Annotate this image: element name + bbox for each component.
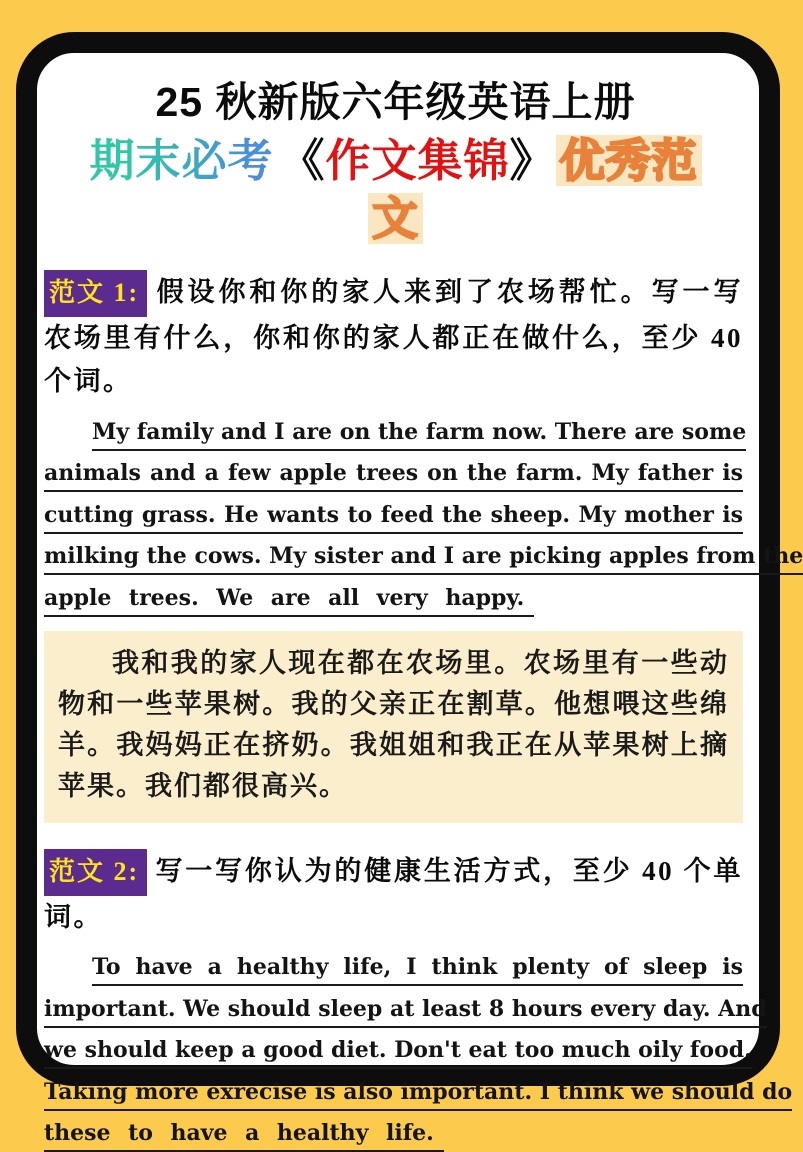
collection-title-text: 作文集锦 — [325, 135, 509, 186]
essay-2-prompt-text: 写一写你认为的健康生活方式，至少 40 个单词。 — [44, 856, 743, 932]
essay-1-english-text — [44, 409, 743, 617]
essay-1-translation-text: 我和我的家人现在都在农场里。农场里有一些动物和一些苹果树。我的父亲正在割草。他想喂这些绵羊。我妈妈正在挤奶。我姐姐和我正在从苹果树上摘苹果。我们都很高兴。 — [58, 643, 729, 807]
essay-line — [44, 1028, 743, 1070]
essay-1-prompt — [44, 270, 743, 403]
essay-1-prompt-text: 假设你和你的家人来到了农场帮忙。写一写农场里有什么，你和你的家人都正在做什么，至少 40 个词。 — [44, 277, 743, 396]
highlight-text-line1: 优秀范 — [556, 135, 702, 186]
bracket-close: 》 — [510, 135, 556, 186]
sample-essay-section-1 — [44, 270, 743, 823]
essay-line-text: we should keep a good diet. Don't eat too much oily food. — [44, 1037, 752, 1069]
exam-tag-text: 期末必考 — [89, 135, 279, 186]
essay-line-text: important. We should sleep at least 8 hours every day. And — [44, 996, 767, 1028]
sample-essay-section-2 — [44, 849, 743, 1152]
essay-line — [44, 945, 743, 987]
page-title: 25 秋新版六年级英语上册 — [42, 69, 749, 128]
essay-line-text: To have a healthy life, I think plenty of sleep is — [92, 954, 743, 986]
essay-line-text: milking the cows. My sister and I are picking apples from the — [44, 543, 803, 575]
essay-line-text: Taking more exrecise is also important. I think we should do — [44, 1079, 792, 1111]
essay-line — [44, 534, 743, 576]
essay-line-text: My family and I are on the farm now. There are some — [92, 419, 746, 451]
essay-2-prompt — [44, 849, 743, 939]
essay-line-text: these to have a healthy life. — [44, 1120, 444, 1152]
essay-line-text: cutting grass. He wants to feed the sheep. My mother is — [44, 502, 743, 534]
essay-line-text: animals and a few apple trees on the farm. My father is — [44, 460, 743, 492]
essay-2-label: 范文 2: — [44, 849, 147, 896]
essay-2-english-text — [44, 945, 743, 1152]
page-subtitle — [42, 132, 749, 248]
essay-1-translation-box — [44, 631, 743, 823]
highlight-text-line2: 文 — [368, 193, 422, 244]
bracket-open: 《 — [279, 135, 325, 186]
essay-line — [44, 575, 743, 617]
essay-line — [44, 1069, 743, 1111]
worksheet-content — [42, 270, 749, 1152]
essay-1-label: 范文 1: — [44, 270, 147, 317]
worksheet-card — [16, 32, 780, 1086]
essay-line — [44, 986, 743, 1028]
essay-line — [44, 451, 743, 493]
essay-line — [44, 409, 743, 451]
essay-line — [44, 492, 743, 534]
essay-line — [44, 1111, 743, 1152]
essay-line-text: apple trees. We are all very happy. — [44, 585, 534, 617]
